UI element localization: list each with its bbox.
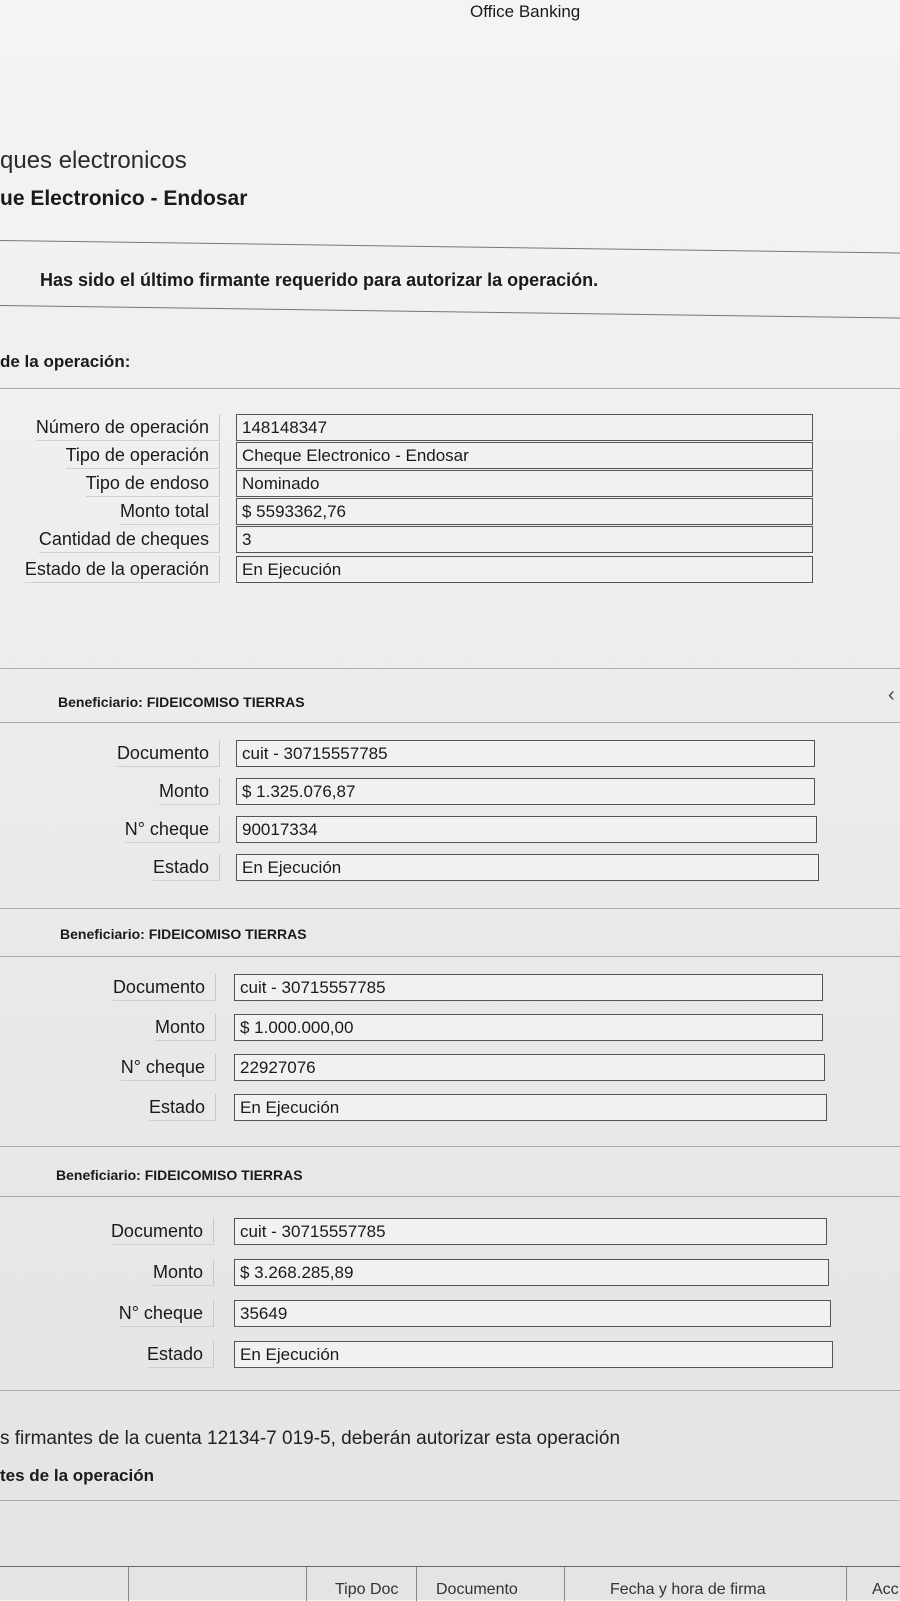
beneficiary-title: Beneficiario: FIDEICOMISO TIERRAS — [58, 694, 305, 710]
status-value: En Ejecución — [234, 1341, 833, 1368]
divider — [0, 722, 900, 723]
cheque-number-value: 22927076 — [234, 1054, 825, 1081]
field-label: Monto — [153, 1259, 214, 1286]
column-separator — [128, 1567, 129, 1601]
field-label: Documento — [113, 974, 216, 1001]
field-label: Estado — [153, 854, 220, 881]
operation-row — [0, 498, 900, 526]
field-label: Tipo de endoso — [86, 470, 220, 497]
signers-table-header — [0, 1566, 900, 1601]
divider — [0, 908, 900, 909]
field-label: Documento — [117, 740, 220, 767]
divider — [0, 956, 900, 957]
cheque-number-value: 90017334 — [236, 816, 817, 843]
field-label: Monto total — [120, 498, 220, 525]
amount-value: $ 1.000.000,00 — [234, 1014, 823, 1041]
document-value: cuit - 30715557785 — [234, 1218, 827, 1245]
document-value: cuit - 30715557785 — [236, 740, 815, 767]
beneficiary-row — [0, 740, 900, 768]
divider — [0, 240, 900, 254]
beneficiary-row — [0, 854, 900, 882]
beneficiary-row — [0, 778, 900, 806]
column-separator — [416, 1567, 417, 1601]
total-amount-value: $ 5593362,76 — [236, 498, 813, 525]
cheque-count-value: 3 — [236, 526, 813, 553]
operation-row — [0, 470, 900, 498]
header-title: Office Banking — [470, 2, 581, 21]
beneficiary-row — [0, 974, 900, 1002]
beneficiary-title: Beneficiario: FIDEICOMISO TIERRAS — [60, 926, 307, 942]
field-label: N° cheque — [121, 1054, 216, 1081]
column-header[interactable]: Tipo Doc — [335, 1581, 399, 1598]
divider — [0, 1500, 900, 1501]
beneficiary-row — [0, 1218, 900, 1246]
amount-value: $ 3.268.285,89 — [234, 1259, 829, 1286]
cheque-number-value: 35649 — [234, 1300, 831, 1327]
beneficiary-row — [0, 1014, 900, 1042]
column-header[interactable]: Fecha y hora de firma — [610, 1581, 766, 1598]
beneficiary-row — [0, 1054, 900, 1082]
notice-message: Has sido el último firmante requerido para autorizar la operación. — [40, 270, 599, 290]
beneficiary-row — [0, 816, 900, 844]
beneficiary-row — [0, 1094, 900, 1122]
field-label: Cantidad de cheques — [39, 526, 220, 553]
field-label: Estado — [149, 1094, 216, 1121]
column-separator — [846, 1567, 847, 1601]
amount-value: $ 1.325.076,87 — [236, 778, 815, 805]
participants-heading: tes de la operación — [0, 1466, 154, 1485]
status-value: En Ejecución — [234, 1094, 827, 1121]
field-label: N° cheque — [125, 816, 220, 843]
field-label: Tipo de operación — [66, 442, 220, 469]
column-header[interactable]: Acc — [872, 1581, 899, 1598]
operation-number-value: 148148347 — [236, 414, 813, 441]
divider — [0, 388, 900, 389]
column-separator — [306, 1567, 307, 1601]
section-title: ques electronicos — [0, 147, 187, 174]
operation-row — [0, 556, 900, 584]
divider — [0, 1146, 900, 1147]
operation-row — [0, 414, 900, 442]
field-label: Número de operación — [36, 414, 220, 441]
divider — [0, 305, 900, 319]
field-label: Monto — [159, 778, 220, 805]
page-title: ue Electronico - Endosar — [0, 187, 248, 210]
signers-note: s firmantes de la cuenta 12134-7 019-5, deberán autorizar esta operación — [0, 1428, 621, 1449]
field-label: Estado — [147, 1341, 214, 1368]
beneficiary-row — [0, 1341, 900, 1369]
document-value: cuit - 30715557785 — [234, 974, 823, 1001]
operation-type-value: Cheque Electronico - Endosar — [236, 442, 813, 469]
beneficiary-row — [0, 1259, 900, 1287]
column-separator — [564, 1567, 565, 1601]
operation-row — [0, 526, 900, 554]
divider — [0, 1196, 900, 1197]
field-label: Estado de la operación — [25, 556, 220, 583]
divider — [0, 1390, 900, 1391]
operation-row — [0, 442, 900, 470]
column-header[interactable]: Documento — [436, 1581, 518, 1598]
details-heading: de la operación: — [0, 352, 131, 371]
field-label: N° cheque — [119, 1300, 214, 1327]
field-label: Documento — [111, 1218, 214, 1245]
beneficiary-title: Beneficiario: FIDEICOMISO TIERRAS — [56, 1167, 303, 1183]
operation-status-value: En Ejecución — [236, 556, 813, 583]
field-label: Monto — [155, 1014, 216, 1041]
chevron-left-icon: ‹ — [888, 684, 895, 706]
beneficiary-row — [0, 1300, 900, 1328]
divider — [0, 668, 900, 669]
endorsement-type-value: Nominado — [236, 470, 813, 497]
status-value: En Ejecución — [236, 854, 819, 881]
